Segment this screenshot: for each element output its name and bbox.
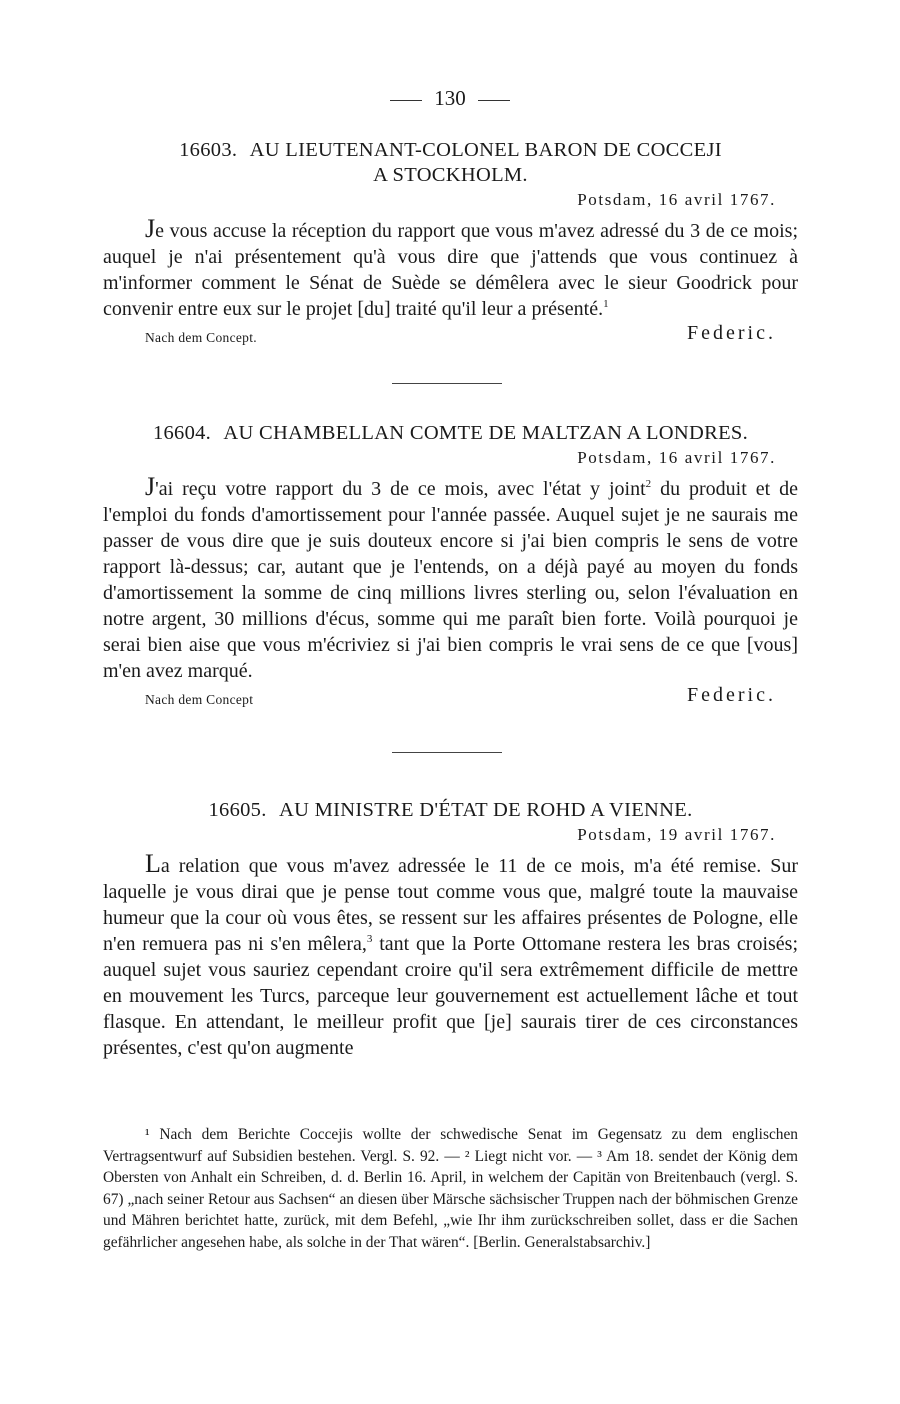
letter-initial: J bbox=[145, 214, 156, 243]
letter-body-text: 'ai reçu votre rapport du 3 de ce mois, avec l'état y joint bbox=[155, 478, 646, 500]
letter-heading bbox=[103, 138, 798, 188]
signature: Federic. bbox=[687, 322, 776, 344]
letter-heading bbox=[103, 421, 798, 446]
letter-date: Potsdam, 16 avril 1767. bbox=[577, 448, 776, 467]
footnote-ref: 3 bbox=[366, 933, 373, 945]
letter-body-text: e vous accuse la réception du rapport que vous m'avez adressé du 3 de ce mois; auquel je n'ai présentement qu'à vous dire que j'attends que vous continuez à m'informer comment le Sénat de Suède se démêlera avec le sieur Goodrick pour convenir entre eux sur le projet [du] traité qu'il leur a présenté. bbox=[103, 220, 798, 320]
section-divider bbox=[392, 383, 502, 384]
letter-number: 16604. bbox=[152, 422, 212, 444]
page-number-dash-right bbox=[478, 100, 510, 101]
letter-title: AU MINISTRE D'ÉTAT DE ROHD A VIENNE. bbox=[278, 799, 693, 821]
signature: Federic. bbox=[687, 684, 776, 706]
source-note: Nach dem Concept bbox=[145, 692, 254, 707]
letter-initial: J bbox=[145, 472, 156, 501]
section-divider bbox=[392, 752, 502, 753]
letter-body bbox=[103, 474, 798, 684]
letter-body-text: a relation que vous m'avez adressée le 11 de ce mois, m'a été remise. Sur laquelle je vous dirai que je pense tout comme vous que, malgré toute la mauvaise humeur que la cour où vous êtes, se ressent sur les affaires présentes de Pologne, elle n'en remuera pas ni s'en mêlera, bbox=[103, 855, 798, 955]
letter-number: 16605. bbox=[208, 799, 267, 821]
letter-heading bbox=[103, 798, 798, 823]
letter-title: AU LIEUTENANT-COLONEL BARON DE COCCEJI bbox=[249, 139, 722, 161]
page-number-dash-left bbox=[390, 100, 422, 101]
footnote-ref: 2 bbox=[645, 478, 652, 490]
letter-body bbox=[103, 216, 798, 322]
letter-date: Potsdam, 19 avril 1767. bbox=[577, 825, 776, 844]
letter-title-line2: A STOCKHOLM. bbox=[373, 164, 528, 186]
footnotes bbox=[103, 1124, 798, 1253]
letter-16605 bbox=[103, 798, 798, 1061]
letter-16604 bbox=[103, 421, 798, 714]
letter-title: AU CHAMBELLAN COMTE DE MALTZAN A LONDRES. bbox=[223, 422, 749, 444]
letter-body bbox=[103, 851, 798, 1061]
footnotes-text: ¹ Nach dem Berichte Coccejis wollte der schwedische Senat im Gegensatz zu dem englischen Vertragsentwurf auf Subsidien bestehen. Vergl. S. 92. — ² Liegt nicht vor. — ³ Am 18. sendet der König dem Obersten von Anhalt ein Schreiben, d. d. Berlin 16. April, in welchem der Capitän von Breitenbauch (vergl. S. 67) „nach seiner Retour aus Sachsen“ an diesen über Märsche sächsischer Truppen nach der böhmischen Grenze und Mähren berichtet hatte, zurück, mit dem Befehl, „wie Ihr ihm zurückschreiben sollet, dass er die Sachen gefährlicher angesehen habe, als solche in der That wären“. [Berlin. Generalstabsarchiv.] bbox=[103, 1126, 798, 1251]
footnote-ref: 1 bbox=[603, 298, 609, 310]
letter-16603 bbox=[103, 138, 798, 352]
letter-foot bbox=[103, 684, 798, 714]
letter-body-text-cont: du produit et de l'emploi du fonds d'amortissement pour l'année passée. Auquel sujet je ne saurais me passer de vous dire que je suis douteux encore si j'ai bien compris le sens de votre rapport là-dessus; car, autant que je l'entends, on a déjà payé au moyen du fonds d'amortissement la somme de cinq millions livres sterling ou, selon l'évaluation en notre argent, 30 millions d'écus, somme qui me paraît bien forte. Voilà pourquoi je serai bien aise que vous m'écriviez si j'ai bien compris le vrai sens de ce que [vous] m'en avez marqué. bbox=[103, 478, 798, 682]
page-number-row bbox=[0, 86, 900, 111]
letter-foot bbox=[103, 322, 798, 352]
letter-body-text-cont: tant que la Porte Ottomane restera les bras croisés; auquel sujet vous sauriez cependant croire qu'il sera extrêmement difficile de mettre en mouvement les Turcs, parceque leur gouvernement est actuellement lâche et tout flasque. En attendant, le meilleur profit que [je] saurais tirer de ces circonstances présentes, c'est qu'on augmente bbox=[103, 933, 799, 1059]
letter-number: 16603. bbox=[179, 139, 238, 161]
source-note: Nach dem Concept. bbox=[145, 330, 257, 345]
letter-initial: L bbox=[145, 849, 161, 878]
letter-date: Potsdam, 16 avril 1767. bbox=[577, 190, 776, 209]
page-number: 130 bbox=[434, 86, 466, 110]
